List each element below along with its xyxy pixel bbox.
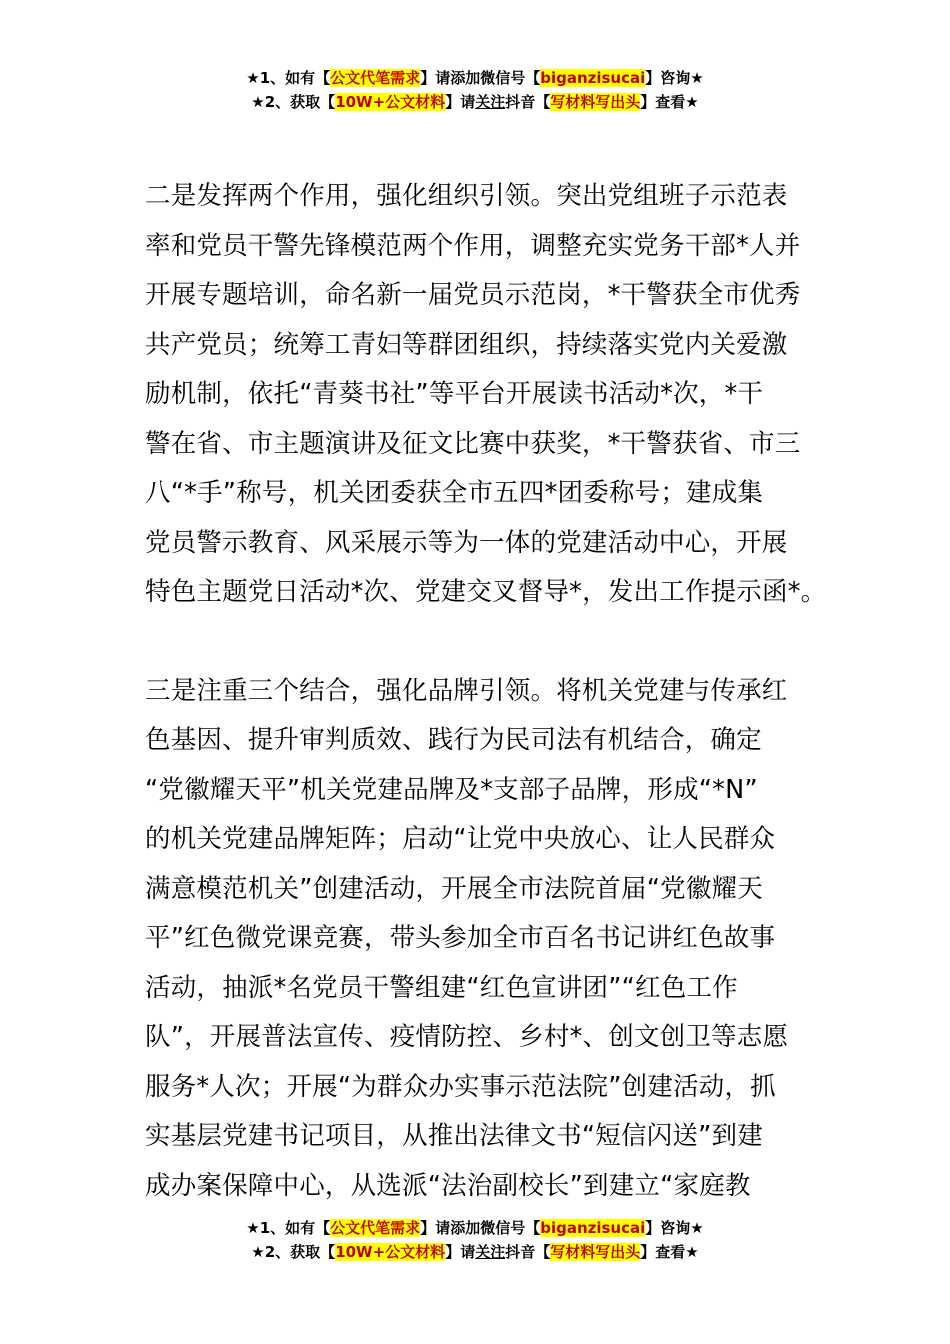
document-body [145,172,827,1211]
text-line: 活动，抽派*名党员干警组建“红色宣讲团”“红色工作 [145,972,738,1003]
footer-banner-line-1 [0,1216,950,1240]
banner-highlight: 10W+公文材料 [335,1243,446,1261]
text-line: 队”，开展普法宣传、疫情防控、乡村*、创文创卫等志愿 [145,1022,789,1052]
banner-text: 】请 [445,93,476,111]
text-line: 党员警示教育、风采展示等为一体的党建活动中心，开展 [145,527,788,558]
banner-text: 】请添加微信号【 [420,1219,541,1237]
banner-text: ★2、获取【 [251,93,336,111]
banner-underline: 关注 [475,1243,506,1261]
banner-text: ★1、如有【 [246,69,331,87]
banner-highlight: 公文代笔需求 [330,1219,421,1237]
header-banner-line-2 [0,90,950,114]
text-line: 色基因、提升审判质效、践行为民司法有机结合，确定 [145,725,762,755]
text-line: 率和党员干警先锋模范两个作用，调整充实党务干部*人并 [145,230,801,261]
paragraph-2 [145,172,827,618]
banner-text: ★1、如有【 [246,1219,331,1237]
douyin-id-highlight: 写材料写出头 [550,1243,641,1261]
text-line: 满意模范机关”创建活动，开展全市法院首届“党徽耀天 [145,873,763,904]
text-line: 共产党员；统筹工青妇等群团组织，持续落实党内关爱激 [145,329,788,360]
wechat-id-highlight: biganzisucai [540,69,646,87]
banner-underline: 关注 [475,93,506,111]
text-line: 的机关党建品牌矩阵；启动“让党中央放心、让人民群众 [145,824,776,854]
text-line: 服务*人次；开展“为群众办实事示范法院”创建活动，抓 [145,1071,776,1102]
banner-text: 】请添加微信号【 [420,69,541,87]
banner-text: 】请 [445,1243,476,1261]
banner-text: ★2、获取【 [251,1243,336,1261]
header-banner-line-1 [0,66,950,90]
text-line: 八“*手”称号，机关团委获全市五四*团委称号；建成集 [145,478,764,508]
text-line: 三是注重三个结合，强化品牌引领。将机关党建与传承红 [145,675,788,706]
text-line: 开展专题培训，命名新一届党员示范岗，*干警获全市优秀 [145,280,801,310]
text-line: 成办案保障中心，从选派“法治副校长”到建立“家庭教 [145,1170,751,1201]
text-line: 警在省、市主题演讲及征文比赛中获奖，*干警获省、市三 [145,428,801,459]
text-line: 平”红色微党课竞赛，带头参加全市百名书记讲红色故事 [145,923,776,953]
paragraph-3 [145,667,810,1212]
text-line: 实基层党建书记项目，从推出法律文书“短信闪送”到建 [145,1121,763,1151]
text-line: 二是发挥两个作用，强化组织引领。突出党组班子示范表 [145,181,788,211]
footer-banner-line-2 [0,1240,950,1264]
text-line: 特色主题党日活动*次、党建交叉督导*，发出工作提示函*。 [145,577,827,607]
wechat-id-highlight: biganzisucai [540,1219,646,1237]
text-line: 励机制，依托“青葵书社”等平台开展读书活动*次，*干 [145,379,764,409]
header-banner [0,66,950,114]
text-line: “党徽耀天平”机关党建品牌及*支部子品牌，形成“*N” [145,774,758,805]
banner-text: 】查看★ [640,93,699,111]
banner-highlight: 10W+公文材料 [335,93,446,111]
banner-text: 抖音【 [505,1243,551,1261]
douyin-id-highlight: 写材料写出头 [550,93,641,111]
banner-text: 】咨询★ [645,1219,704,1237]
banner-text: 抖音【 [505,93,551,111]
footer-banner [0,1216,950,1264]
banner-highlight: 公文代笔需求 [330,69,421,87]
banner-text: 】咨询★ [645,69,704,87]
banner-text: 】查看★ [640,1243,699,1261]
